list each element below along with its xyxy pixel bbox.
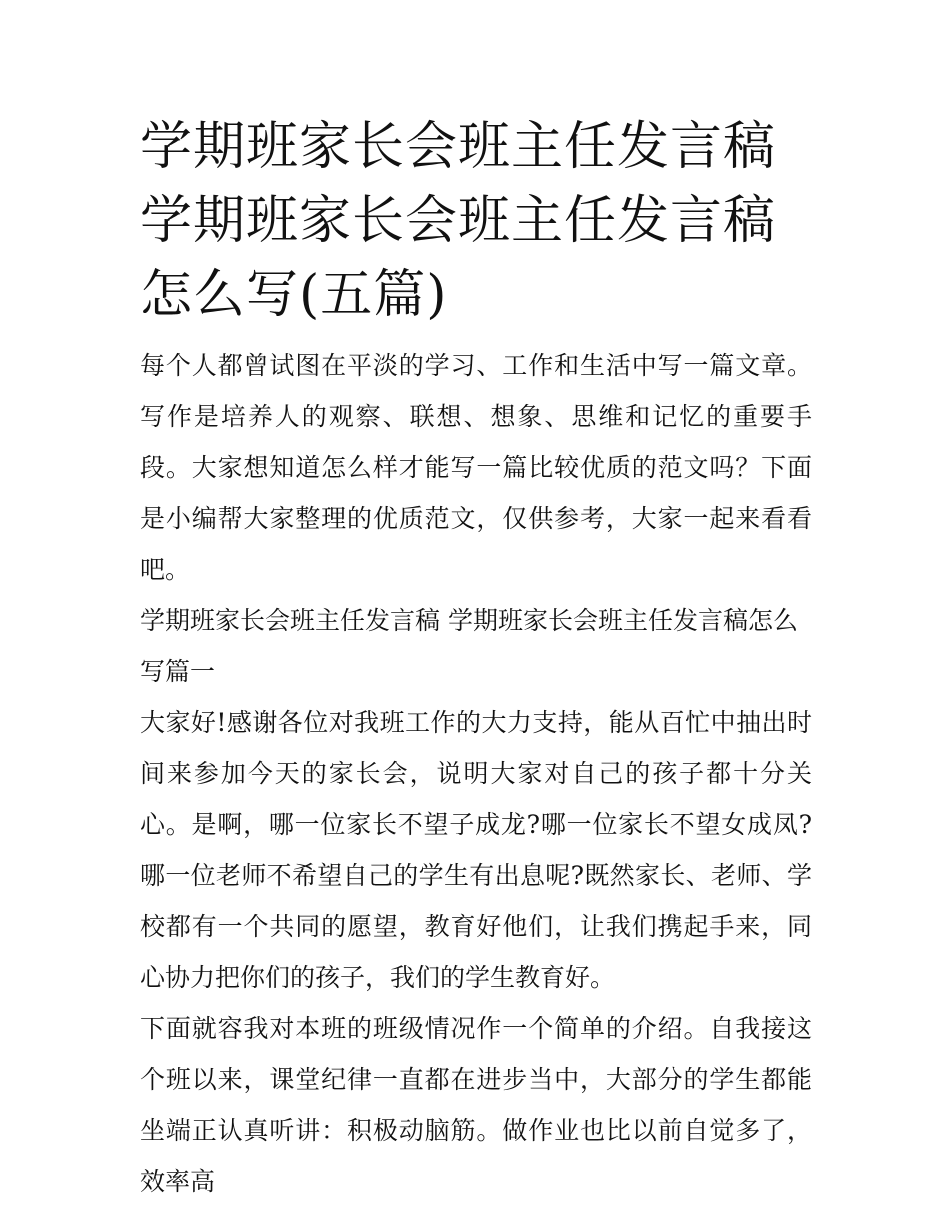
- body-paragraph: 下面就容我对本班的班级情况作一个简单的介绍。自我接这个班以来，课堂纪律一直都在进步当中，大部分的学生都能坐端正认真听讲：积极动脑筋。做作业也比以前自觉多了，效率高: [140, 1014, 812, 1196]
- document-content: [140, 110, 812, 1207]
- document-title: 学期班家长会班主任发言稿 学期班家长会班主任发言稿怎么写(五篇): [140, 117, 777, 325]
- body-paragraph: 大家好!感谢各位对我班工作的大力支持，能从百忙中抽出时间来参加今天的家长会，说明大家对自己的孩子都十分关心。是啊，哪一位家长不望子成龙?哪一位家长不望女成凤?哪一位老师不希望自己的学生有出息呢?既然家长、老师、学校都有一个共同的愿望，教育好他们，让我们携起手来，同心协力把你们的孩子，我们的学生教育好。: [140, 708, 812, 992]
- intro-paragraph: 每个人都曾试图在平淡的学习、工作和生活中写一篇文章。写作是培养人的观察、联想、想象、思维和记忆的重要手段。大家想知道怎么样才能写一篇比较优质的范文吗？下面是小编帮大家整理的优质范文，仅供参考，大家一起来看看吧。: [140, 351, 812, 584]
- section-heading: 学期班家长会班主任发言稿 学期班家长会班主任发言稿怎么写篇一: [140, 606, 798, 686]
